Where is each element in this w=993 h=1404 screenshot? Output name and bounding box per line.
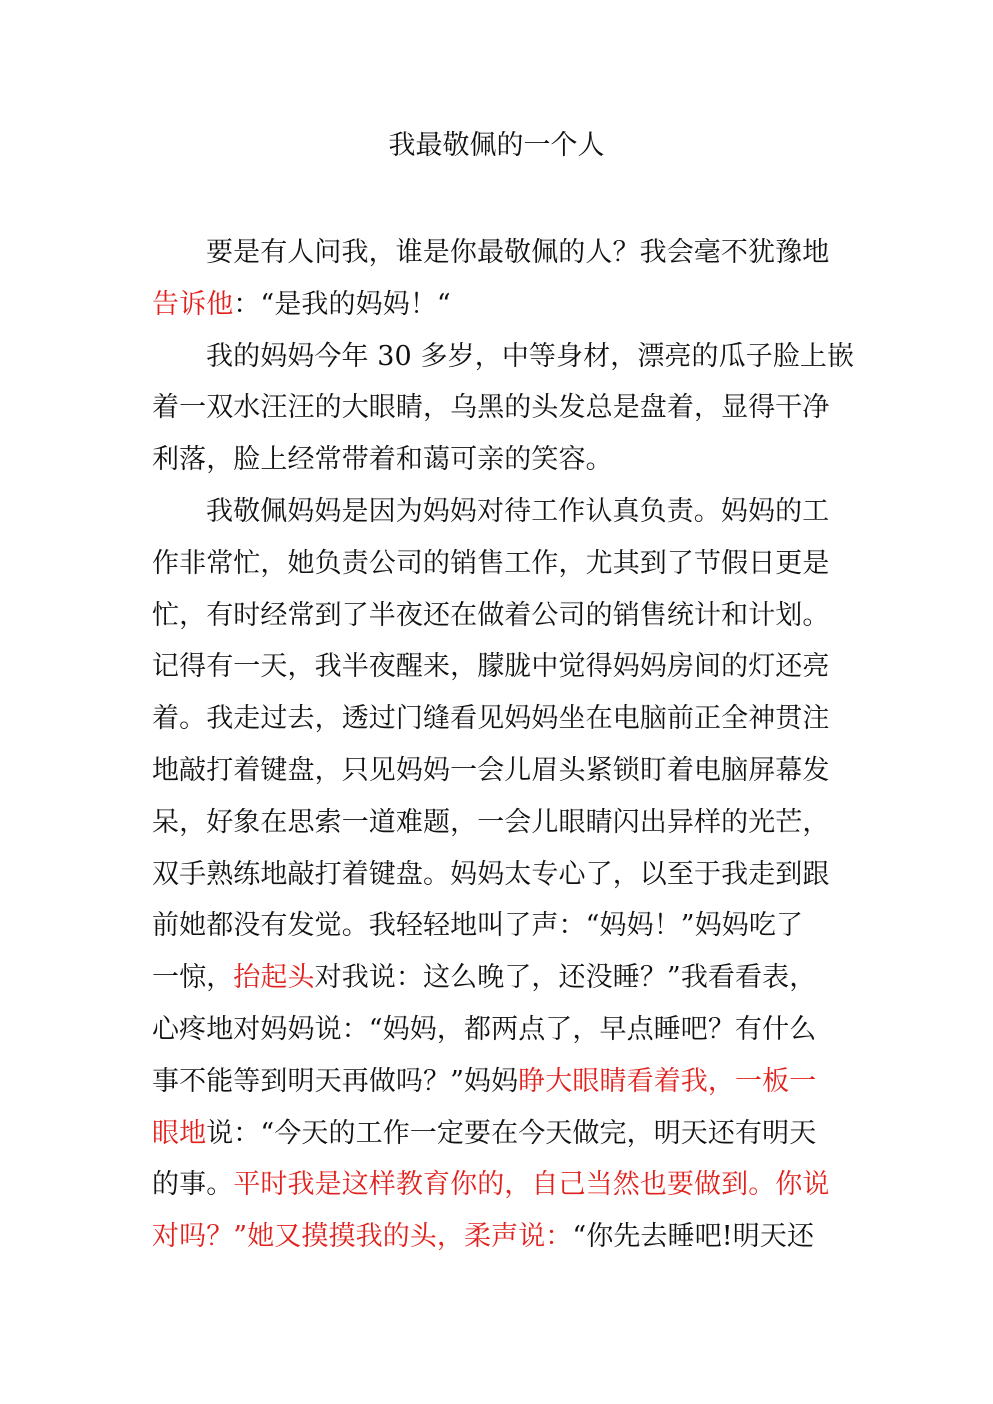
text-segment: 着。我走过去，透过门缝看见妈妈坐在电脑前正全神贯注 [152, 703, 830, 735]
text-line [152, 331, 855, 383]
text-segment: 我的妈妈今年 30 多岁，中等身材，漂亮的瓜子脸上嵌 [206, 340, 855, 372]
text-segment: 说：“今天的工作一定要在今天做完，明天还有明天 [206, 1117, 817, 1149]
text-segment: 我敬佩妈妈是因为妈妈对待工作认真负责。妈妈的工 [206, 495, 830, 527]
text-segment: 要是有人问我，谁是你最敬佩的人？我会毫不犹豫地 [206, 237, 830, 268]
text-segment: 对我说：这么晚了，还没睡？”我看看表， [314, 962, 817, 994]
text-line [152, 745, 842, 797]
text-segment: 事不能等到明天再做吗？”妈妈 [152, 1065, 519, 1097]
text-line [152, 486, 842, 538]
text-segment: 忙，有时经常到了半夜还在做着公司的销售统计和计划。 [152, 599, 830, 631]
document-body [152, 227, 855, 1263]
document-title: 我最敬佩的一个人 [388, 130, 605, 161]
text-line [152, 641, 842, 693]
text-segment: 双手熟练地敲打着键盘。妈妈太专心了，以至于我走到跟 [152, 858, 830, 890]
highlighted-text-segment: 睁大眼睛看着我，一板一 [518, 1065, 817, 1097]
text-line [152, 227, 842, 279]
text-line [152, 952, 842, 1004]
text-line [152, 1108, 842, 1160]
text-segment: 地敲打着键盘，只见妈妈一会儿眉头紧锁盯着电脑屏幕发 [152, 754, 830, 786]
text-segment: 前她都没有发觉。我轻轻地叫了声：“妈妈！”妈妈吃了 [152, 910, 804, 942]
highlighted-text-segment: 对吗？”她又摸摸我的头，柔声说： [152, 1221, 573, 1253]
highlighted-text-segment: 告诉他 [152, 288, 234, 320]
text-segment: 着一双水汪汪的大眼睛，乌黑的头发总是盘着，显得干净 [152, 392, 830, 424]
text-segment: ：“是我的妈妈！“ [233, 288, 451, 320]
text-segment: 一惊， [152, 962, 234, 994]
text-line [152, 590, 842, 642]
highlighted-text-segment: 平时我是这样教育你的，自己当然也要做到。你说 [233, 1169, 830, 1201]
text-line [152, 382, 842, 434]
text-segment: 心疼地对妈妈说：“妈妈，都两点了，早点睡吧？有什么 [152, 1013, 817, 1045]
text-segment: “你先去睡吧!明天还 [572, 1221, 815, 1253]
text-segment: 记得有一天，我半夜醒来，朦胧中觉得妈妈房间的灯还亮 [152, 651, 830, 683]
text-segment: 的事。 [152, 1169, 234, 1201]
text-line [152, 1056, 842, 1108]
text-line [152, 1159, 842, 1211]
text-segment: 利落，脸上经常带着和蔼可亲的笑容。 [152, 444, 613, 476]
text-line [152, 797, 842, 849]
text-line [152, 693, 842, 745]
text-line [152, 1211, 842, 1263]
highlighted-text-segment: 眼地 [152, 1117, 207, 1149]
text-line [152, 434, 842, 486]
text-line [152, 900, 842, 952]
text-line [152, 538, 842, 590]
text-segment: 呆，好象在思索一道难题，一会儿眼睛闪出异样的光芒， [152, 806, 830, 838]
text-line [152, 279, 842, 331]
highlighted-text-segment: 抬起头 [233, 962, 315, 994]
text-line [152, 1004, 842, 1056]
text-line [152, 849, 842, 901]
text-segment: 作非常忙，她负责公司的销售工作，尤其到了节假日更是 [152, 547, 830, 579]
